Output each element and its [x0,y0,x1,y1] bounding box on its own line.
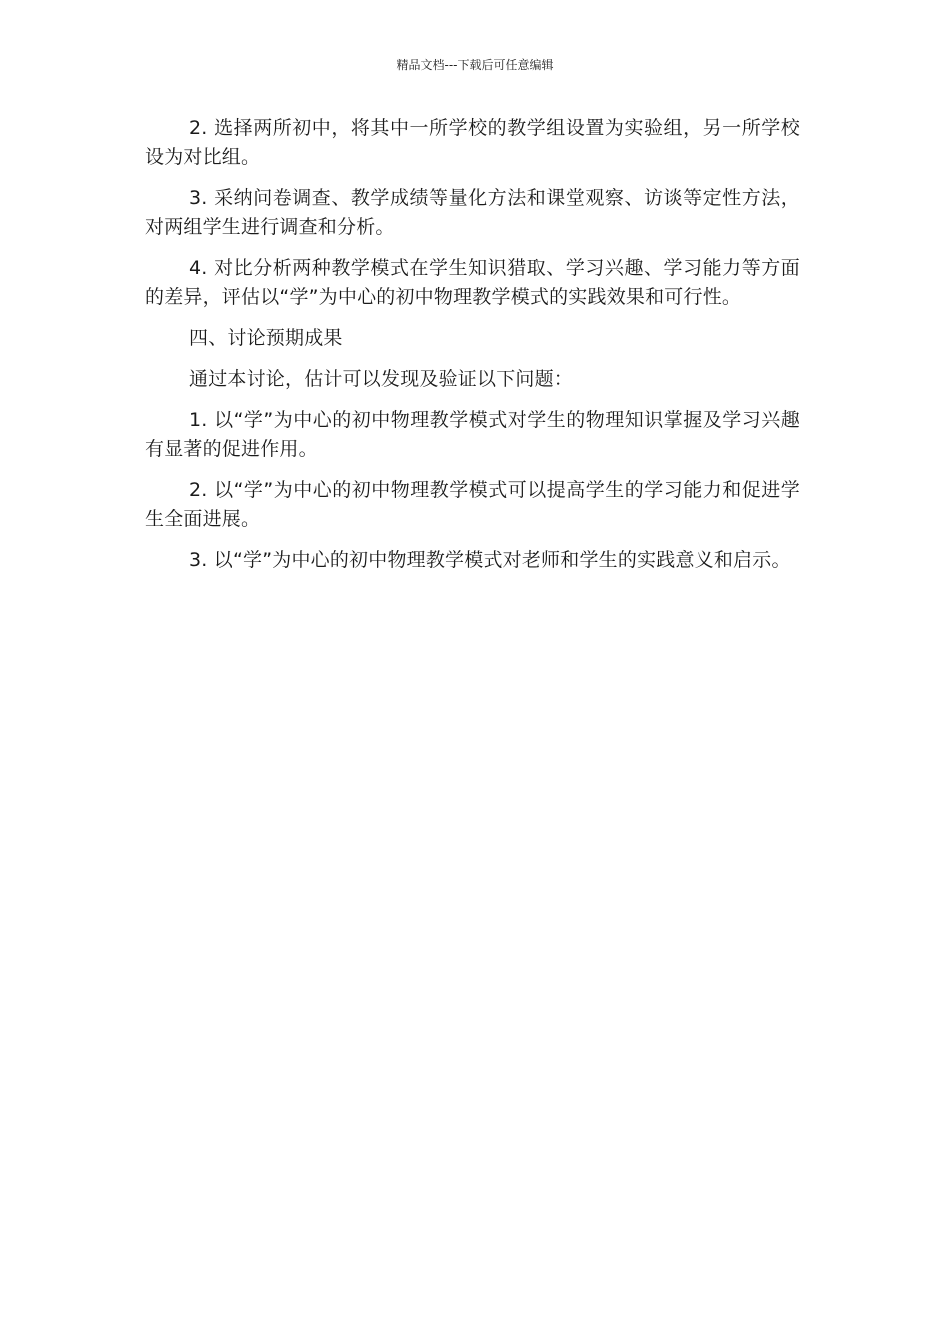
document-body [145,114,800,587]
method-item-4: 4. 对比分析两种教学模式在学生知识猎取、学习兴趣、学习能力等方面的差异，评估以“学”为中心的初中物理教学模式的实践效果和可行性。 [145,257,800,308]
method-item-2: 2. 选择两所初中，将其中一所学校的教学组设置为实验组，另一所学校设为对比组。 [145,117,800,168]
section-intro: 通过本讨论，估计可以发现及验证以下问题： [189,368,574,390]
outcome-item-3: 3. 以“学”为中心的初中物理教学模式对老师和学生的实践意义和启示。 [189,549,791,571]
method-item-3: 3. 采纳问卷调查、教学成绩等量化方法和课堂观察、访谈等定性方法，对两组学生进行调查和分析。 [145,187,800,238]
outcome-item-2: 2. 以“学”为中心的初中物理教学模式可以提高学生的学习能力和促进学生全面进展。 [145,479,800,530]
section-heading: 四、讨论预期成果 [189,327,343,349]
page-header: 精品文档---下载后可任意编辑 [396,58,554,72]
outcome-item-1: 1. 以“学”为中心的初中物理教学模式对学生的物理知识掌握及学习兴趣有显著的促进作用。 [145,409,800,460]
